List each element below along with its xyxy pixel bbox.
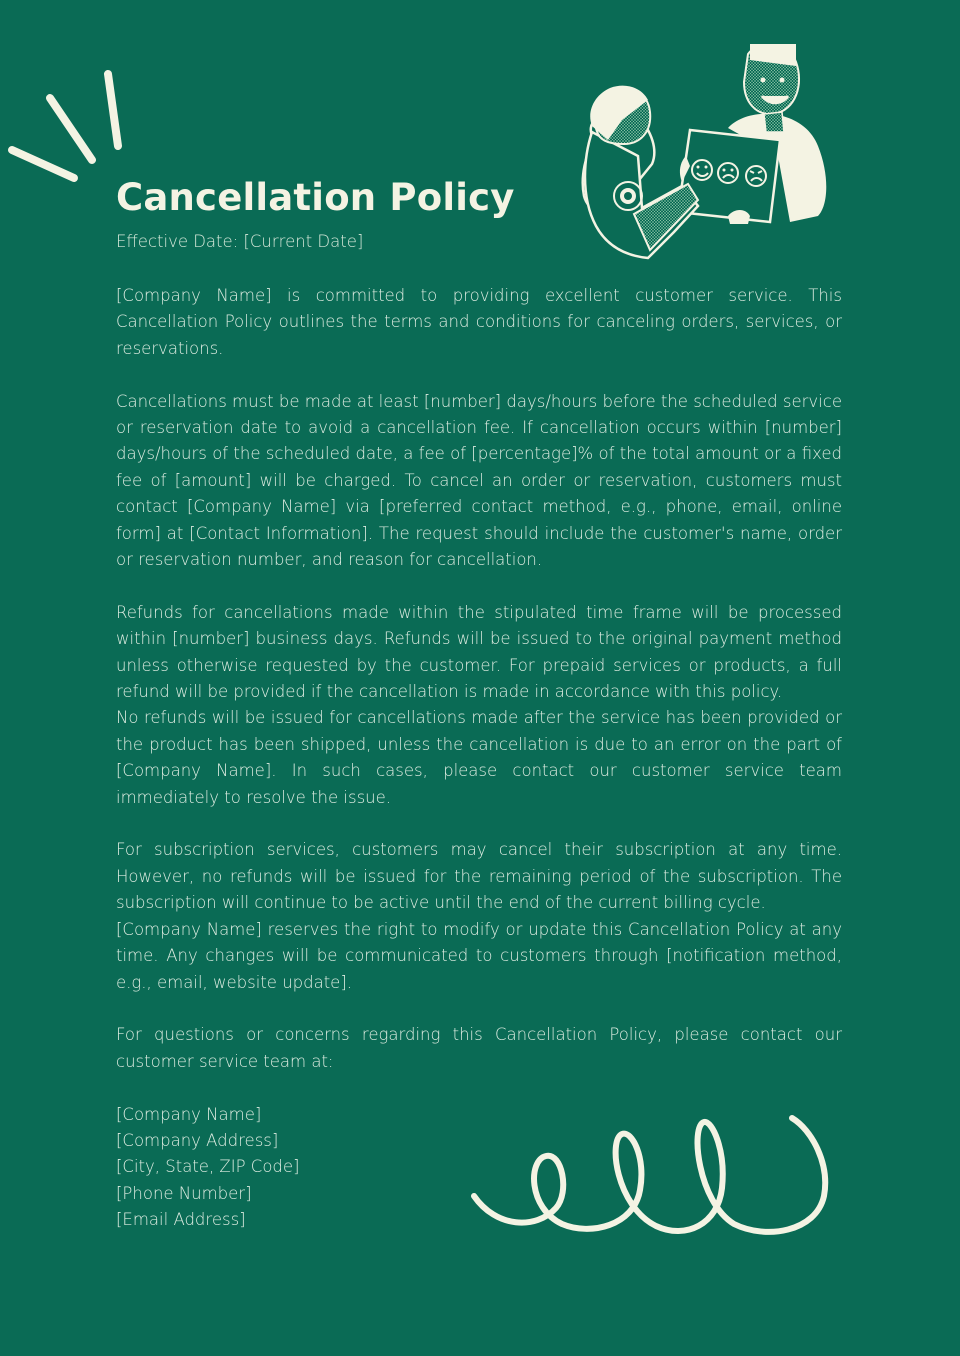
cancellation-terms-paragraph: Cancellations must be made at least [number] days/hours before the scheduled service or reservation date to avoid a cancellation fee. If cancellation occurs within [number] days/hours of the scheduled date, a fee of [percentage]% of the total amount or a fixed fee of [amount] will be charged. To cancel an order or reservation, customers must contact [Company Name] via [preferred contact method, e.g., phone, email, online form] at [Contact Information]. The request should include the customer's name, order or reservation number, and reason for cancellation.	[116, 391, 842, 570]
loop-squiggle-icon	[466, 1108, 836, 1240]
contact-city-state-zip: [City, State, ZIP Code]	[116, 1157, 300, 1177]
subscription-paragraph: For subscription services, customers may cancel their subscription at any time. However, no refunds will be issued for the remaining period of the subscription. The subscription will continue to be active until the end of the current billing cycle.	[116, 840, 842, 913]
customer-feedback-illustration	[578, 36, 838, 266]
refunds-paragraph: Refunds for cancellations made within the stipulated time frame will be processed within [number] business days. Refunds will be issued to the original payment method unless otherwise requested by the customer. For prepaid services or products, a full refund will be provided if the cancellation is made in accordance with this policy.	[116, 602, 842, 702]
contact-phone-number: [Phone Number]	[116, 1183, 252, 1203]
contact-intro-paragraph: For questions or concerns regarding this Cancellation Policy, please contact our customer service team at:	[116, 1025, 842, 1071]
policy-body	[116, 283, 842, 1234]
contact-company-name: [Company Name]	[116, 1104, 262, 1124]
contact-company-address: [Company Address]	[116, 1130, 279, 1150]
no-refunds-paragraph: No refunds will be issued for cancellations made after the service has been provided or the product has been shipped, unless the cancellation is due to an error on the part of [Company Name]. In such cases, please contact our customer service team immediately to resolve the issue.	[116, 708, 842, 807]
policy-changes-paragraph: [Company Name] reserves the right to modify or update this Cancellation Policy at any time. Any changes will be communicated to customers through [notification method, e.g., email, website update].	[116, 919, 842, 992]
effective-date: Effective Date: [Current Date]	[116, 232, 364, 251]
page-title: Cancellation Policy	[116, 176, 515, 219]
contact-email-address: [Email Address]	[116, 1210, 246, 1230]
intro-paragraph: [Company Name] is committed to providing excellent customer service. This Cancellation Policy outlines the terms and conditions for canceling orders, services, or reservations.	[116, 286, 842, 358]
